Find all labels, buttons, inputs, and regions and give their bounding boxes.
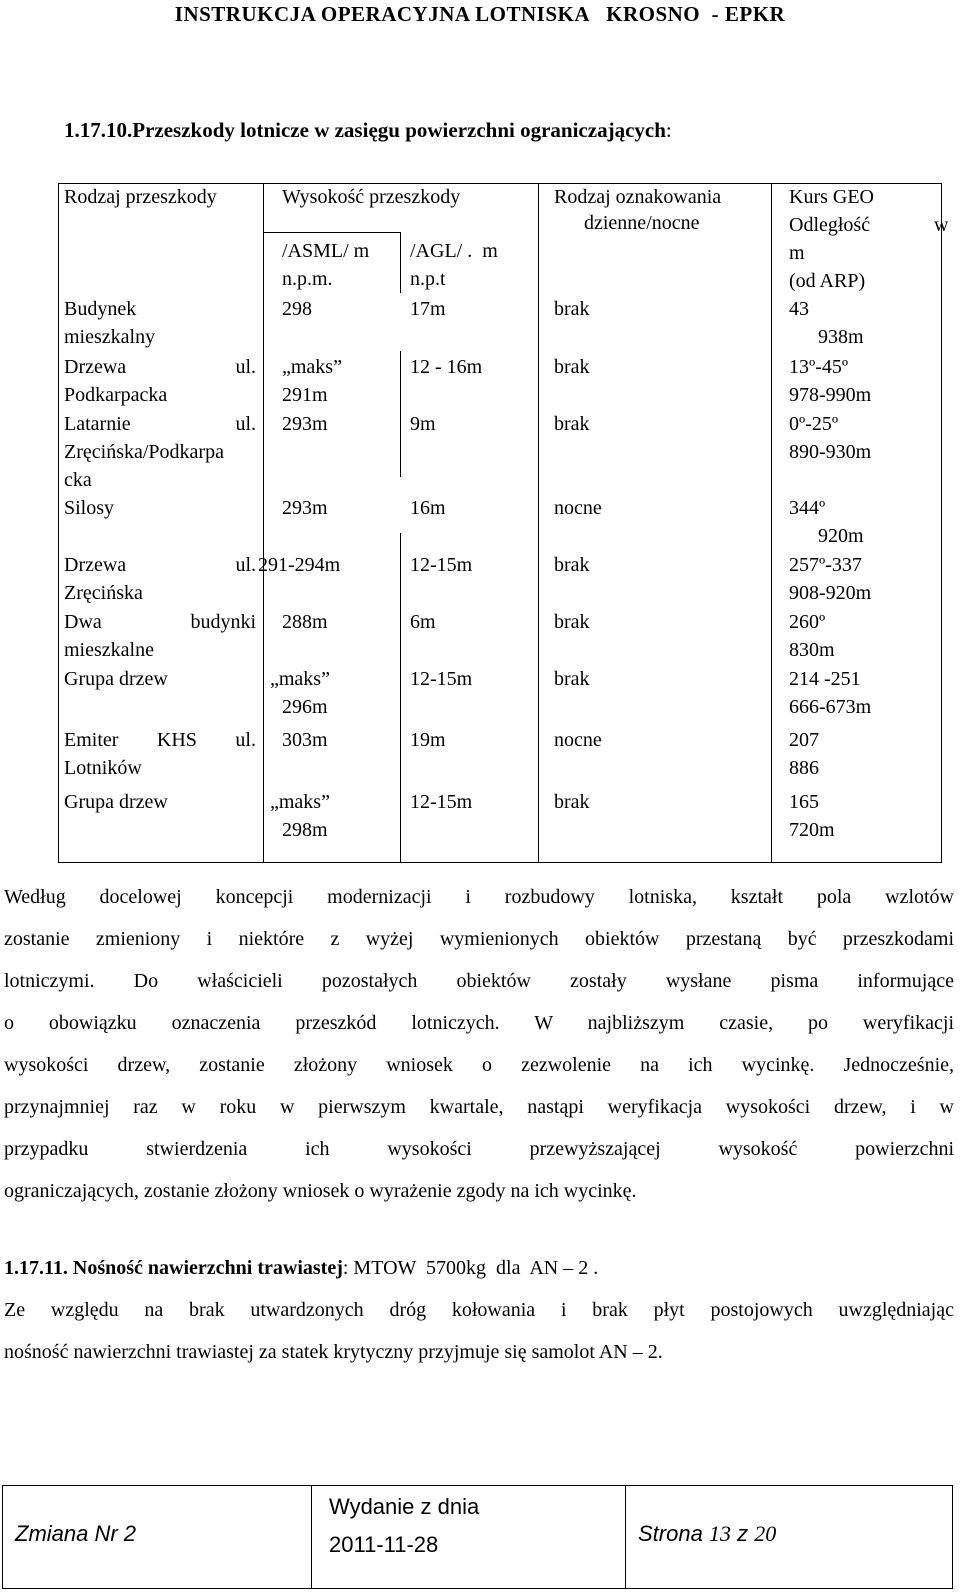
row-7-asml (270, 665, 330, 721)
section2-number: 1.17.11. (4, 1257, 68, 1279)
row-4-geo-distance: 920m (818, 525, 864, 547)
row-6-asml: 288m (282, 611, 328, 633)
footer-page-sep: z (737, 1521, 749, 1546)
row-6-marking: brak (554, 611, 590, 633)
header-geo-2b: w (934, 214, 949, 236)
row-8-type-word-2: KHS (156, 729, 197, 751)
footer-edition-cell (312, 1486, 626, 1588)
row-5-marking: brak (554, 554, 590, 576)
header-geo-3: m (789, 242, 805, 264)
row-8-type-word-3: ul. (235, 729, 256, 751)
footer-page-total: 20 (754, 1521, 777, 1546)
section2-line-2: nośność nawierzchni trawiastej za statek krytyczny przyjmuje się samolot AN – 2. (4, 1341, 663, 1363)
row-1-geo-distance: 938m (818, 326, 864, 348)
row-2-type (64, 353, 256, 409)
row-9-geo-course: 165 (789, 791, 819, 813)
row-7-marking: brak (554, 668, 590, 690)
row-9-marking: brak (554, 791, 590, 813)
row-6-geo-course: 260º (789, 611, 826, 633)
section-title (64, 118, 672, 143)
header-type: Rodzaj przeszkody (64, 186, 217, 208)
row-8-asml: 303m (282, 729, 328, 751)
row-9-type: Grupa drzew (64, 791, 168, 813)
modernization-paragraph (4, 876, 954, 1212)
row-4-geo-course: 344º (789, 497, 826, 519)
paragraph-line-5: wysokości drzew, zostanie złożony wniosek o zezwolenie na ich wycinkę. Jednocześnie, (4, 1054, 954, 1076)
header-agl-2: n.p.t (410, 268, 446, 290)
row-4-asml: 293m (282, 497, 328, 519)
row-1-marking: brak (554, 298, 590, 320)
section-heading: Przeszkody lotnicze w zasięgu powierzchni ograniczających (132, 118, 666, 142)
row-7-geo-course: 214 -251 (789, 668, 861, 690)
row-5-geo-course: 257º-337 (789, 554, 862, 576)
row-3-type-word-1: Latarnie (64, 413, 131, 435)
row-6-type (64, 608, 256, 664)
row-5-type-word-1: Drzewa (64, 554, 127, 576)
row-2-type-word-2: ul. (235, 356, 256, 378)
section2-line-1: Ze względu na brak utwardzonych dróg kołowania i brak płyt postojowych uwzględniając (4, 1299, 954, 1321)
row-3-type-word-2: ul. (235, 413, 256, 435)
row-3-type-line-3: cka (64, 469, 92, 491)
row-2-agl: 12 - 16m (410, 356, 483, 378)
header-height: Wysokość przeszkody (282, 186, 461, 208)
row-4-marking: nocne (554, 497, 602, 519)
row-7-type: Grupa drzew (64, 668, 168, 690)
row-7-asml-line-2: 296m (282, 696, 328, 718)
header-agl-1: /AGL/ . m (410, 240, 498, 262)
page-footer (2, 1485, 953, 1589)
section-number: 1.17.10. (64, 118, 133, 142)
row-3-geo-distance: 890-930m (789, 441, 872, 463)
row-8-agl: 19m (410, 729, 446, 751)
row-2-asml-line-2: 291m (282, 384, 328, 406)
row-9-geo-distance: 720m (789, 819, 835, 841)
row-5-agl: 12-15m (410, 554, 473, 576)
row-9-asml (270, 788, 330, 844)
header-geo-2a: Odległość (789, 214, 871, 236)
row-5-geo-distance: 908-920m (789, 582, 872, 604)
row-3-geo-course: 0º-25º (789, 413, 839, 435)
paragraph-line-1: Według docelowej koncepcji modernizacji i rozbudowy lotniska, kształt pola wzlotów (4, 886, 954, 908)
paragraph-line-2: zostanie zmieniony i niektóre z wyżej wymienionych obiektów przestaną być przeszkodami (4, 928, 954, 950)
paragraph-line-3: lotniczymi. Do właścicieli pozostałych obiektów zostały wysłane pisma informujące (4, 970, 954, 992)
header-marking-1: Rodzaj oznakowania (554, 186, 722, 208)
header-asml-1: /ASML/ m (282, 240, 370, 262)
row-6-geo-distance: 830m (789, 639, 835, 661)
paragraph-line-7: przypadku stwierdzenia ich wysokości przewyższającej wysokość powierzchni (4, 1138, 954, 1160)
row-8-geo-course: 207 (789, 729, 819, 751)
row-6-type-word-2: budynki (190, 611, 256, 633)
row-7-geo-distance: 666-673m (789, 696, 872, 718)
footer-page-cell (626, 1486, 953, 1588)
row-1-agl: 17m (410, 298, 446, 320)
row-8-marking: nocne (554, 729, 602, 751)
row-2-marking: brak (554, 356, 590, 378)
row-1-type-line-2: mieszkalny (64, 326, 156, 348)
section2-title: Nośność nawierzchni trawiastej (72, 1257, 343, 1279)
document-header: INSTRUKCJA OPERACYJNA LOTNISKA KROSNO - EPKR (174, 2, 786, 26)
footer-page-current: 13 (708, 1521, 731, 1546)
row-6-agl: 6m (410, 611, 436, 633)
header-marking-2: dzienne/nocne (584, 212, 700, 234)
paragraph-line-4: o obowiązku oznaczenia przeszkód lotniczych. W najbliższym czasie, po weryfikacji (4, 1012, 954, 1034)
section-colon: : (665, 118, 672, 142)
row-5-type (64, 551, 256, 607)
row-4-agl: 16m (410, 497, 446, 519)
row-2-asml (282, 353, 342, 409)
row-5-asml: 291-294m (258, 554, 341, 576)
row-9-agl: 12-15m (410, 791, 473, 813)
row-1-type (64, 295, 155, 351)
row-2-type-word-1: Drzewa (64, 356, 127, 378)
row-9-asml-line-2: 298m (282, 819, 328, 841)
footer-edition-date: 2011-11-28 (329, 1532, 439, 1557)
row-8-geo-distance: 886 (789, 757, 819, 779)
row-3-type (64, 410, 256, 494)
row-7-asml-line-1: „maks” (270, 668, 330, 690)
row-8-type (64, 726, 256, 782)
row-3-marking: brak (554, 413, 590, 435)
header-asml-2: n.p.m. (282, 268, 333, 290)
row-6-type-word-1: Dwa (64, 611, 102, 633)
footer-change-cell (3, 1486, 312, 1588)
row-6-type-line-2: mieszkalne (64, 639, 154, 661)
row-1-geo-course: 43 (789, 298, 809, 320)
row-2-asml-line-1: „maks” (282, 356, 342, 378)
row-5-type-word-2: ul. (235, 554, 256, 576)
row-2-geo-course: 13º-45º (789, 356, 849, 378)
section-1-17-11 (4, 1247, 954, 1373)
footer-page (638, 1521, 776, 1547)
row-5-type-line-2: Zręcińska (64, 582, 143, 604)
row-8-type-word-1: Emiter (64, 729, 119, 751)
row-1-asml: 298 (282, 298, 312, 320)
paragraph-line-6: przynajmniej raz w roku w pierwszym kwartale, nastąpi weryfikacja wysokości drzew, i w (4, 1096, 954, 1118)
header-geo-4: (od ARP) (789, 270, 866, 292)
row-3-type-line-2: Zręcińska/Podkarpa (64, 441, 224, 463)
row-9-asml-line-1: „maks” (270, 791, 330, 813)
row-2-type-line-2: Podkarpacka (64, 384, 168, 406)
section2-heading (4, 1247, 954, 1289)
obstacles-table (58, 183, 958, 863)
row-2-geo-distance: 978-990m (789, 384, 872, 406)
paragraph-line-8: ograniczających, zostanie złożony wniosek o wyrażenie zgody na ich wycinkę. (4, 1180, 637, 1202)
footer-edition-label: Wydanie z dnia (329, 1494, 480, 1519)
section2-value: : MTOW 5700kg dla AN – 2 . (342, 1257, 599, 1279)
footer-page-label: Strona (638, 1521, 703, 1546)
row-3-agl: 9m (410, 413, 436, 435)
row-3-asml: 293m (282, 413, 328, 435)
row-4-type: Silosy (64, 497, 115, 519)
row-1-type-line-1: Budynek (64, 298, 137, 320)
row-7-agl: 12-15m (410, 668, 473, 690)
header-geo-1: Kurs GEO (789, 186, 874, 208)
row-8-type-line-2: Lotników (64, 757, 142, 779)
footer-change: Zmiana Nr 2 (15, 1521, 137, 1546)
